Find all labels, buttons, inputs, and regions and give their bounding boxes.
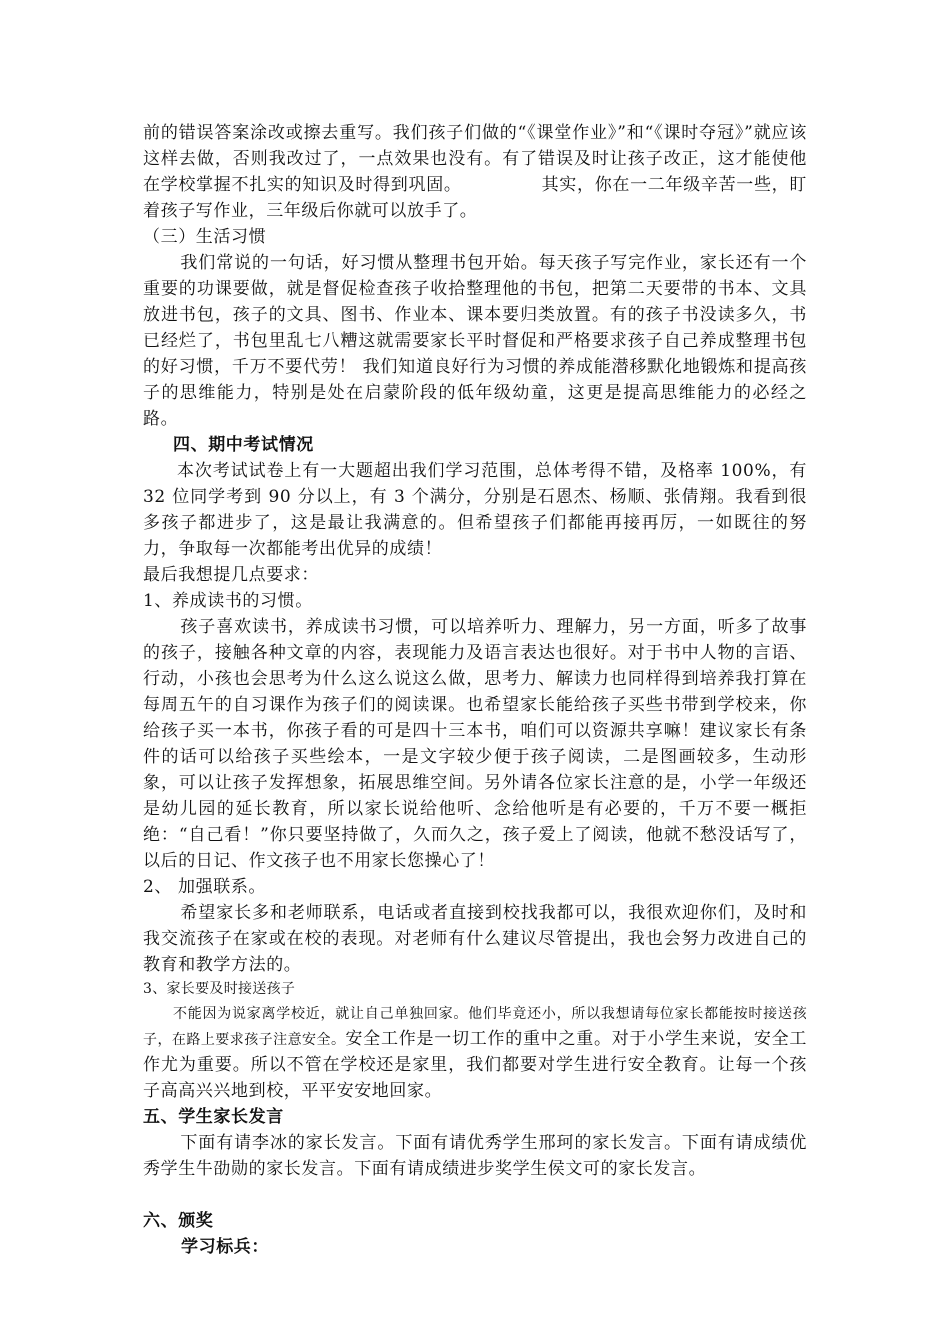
- section-heading-life-habits: （三）生活习惯: [143, 227, 267, 247]
- subheading-study-model: 学习标兵：: [181, 1237, 269, 1257]
- list-item-contact: 2、 加强联系。: [143, 877, 267, 897]
- list-item-reading-habit: 1、养成读书的习惯。: [143, 591, 313, 611]
- list-item-pickup: 3、家长要及时接送孩子: [143, 981, 296, 997]
- blank-line: [143, 1182, 807, 1208]
- section-heading-parent-speeches: 五、学生家长发言: [143, 1107, 284, 1127]
- paragraph-safety-text: 安全工作是一切工作的重中之重。对于小学生来说，安全工作尤为重要。所以不管在学校还是家里，我们都要对学生进行安全教育。让每一个孩子高高兴兴地到校，平平安安地回家。: [143, 1029, 807, 1101]
- paragraph-pickup-text: 不能因为说家离学校近，就让自己单独回家。他们毕竟还小，所以我想请每位家长都能按时接送孩子，在路上要求孩子注意安全。: [143, 1006, 807, 1048]
- paragraph-requests-intro: 最后我想提几点要求：: [143, 565, 319, 585]
- paragraph-schoolbag-habit: 我们常说的一句话，好习惯从整理书包开始。每天孩子写完作业，家长还有一个重要的功课要做，就是督促检查孩子收拾整理他的书包，把第二天要带的书本、文具放进书包，孩子的文具、图书、作业本、课本要归类放置。有的孩子书没读多久，书已经烂了，书包里乱七八糟这就需要家长平时督促和严格要求孩子自己养成整理书包的好习惯，千万不要代劳！ 我们知道良好行为习惯的养成能潜移默化地锻炼和提高孩子的思维能力，特别是处在启蒙阶段的低年级幼童，这更是提高思维能力的必经之路。: [143, 253, 807, 429]
- section-heading-awards: 六、颁奖: [143, 1211, 214, 1231]
- paragraph-contact-details: 希望家长多和老师联系，电话或者直接到校找我都可以，我很欢迎你们，及时和我交流孩子在家或在校的表现。对老师有什么建议尽管提出，我也会努力改进自己的教育和教学方法的。: [143, 903, 807, 975]
- paragraph-homework-correction: 前的错误答案涂改或擦去重写。我们孩子们做的“《课堂作业》”和“《课时夺冠》”就应该这样去做，否则我改过了，一点效果也没有。有了错误及时让孩子改正，这才能使他在学校掌握不扎实的知识及时得到巩固。 其实，你在一二年级辛苦一些，盯着孩子写作业，三年级后你就可以放手了。: [143, 123, 807, 221]
- paragraph-pickup-safety: [143, 1000, 807, 1104]
- section-heading-midterm-exam: 四、期中考试情况: [173, 435, 314, 455]
- paragraph-parent-speeches: 下面有请李冰的家长发言。下面有请优秀学生邢珂的家长发言。下面有请成绩优秀学生牛劭勋的家长发言。下面有请成绩进步奖学生侯文可的家长发言。: [143, 1133, 807, 1179]
- document-body: [143, 120, 807, 1260]
- paragraph-exam-results: 本次考试试卷上有一大题超出我们学习范围，总体考得不错，及格率 100%，有 32 位同学考到 90 分以上，有 3 个满分，分别是石恩杰、杨顺、张倩翔。我看到很多孩子都进步了，这是最让我满意的。但希望孩子们都能再接再厉，一如既往的努力，争取每一次都能考出优异的成绩！: [143, 461, 807, 559]
- paragraph-reading-details: 孩子喜欢读书，养成读书习惯，可以培养听力、理解力，另一方面，听多了故事的孩子，接触各种文章的内容，表现能力及语言表达也很好。对于书中人物的言语、行动，小孩也会思考为什么这么说这么做，思考力、解读力也同样得到培养我打算在每周五午的自习课作为孩子们的阅读课。也希望家长能给孩子买些书带到学校来，你给孩子买一本书，你孩子看的可是四十三本书，咱们可以资源共享嘛！建议家长有条件的话可以给孩子买些绘本，一是文字较少便于孩子阅读，二是图画较多，生动形象，可以让孩子发挥想象，拓展思维空间。另外请各位家长注意的是，小学一年级还是幼儿园的延长教育，所以家长说给他听、念给他听是有必要的，千万不要一概拒绝：“自己看！”你只要坚持做了，久而久之，孩子爱上了阅读，他就不愁没话写了，以后的日记、作文孩子也不用家长您操心了！: [143, 617, 807, 871]
